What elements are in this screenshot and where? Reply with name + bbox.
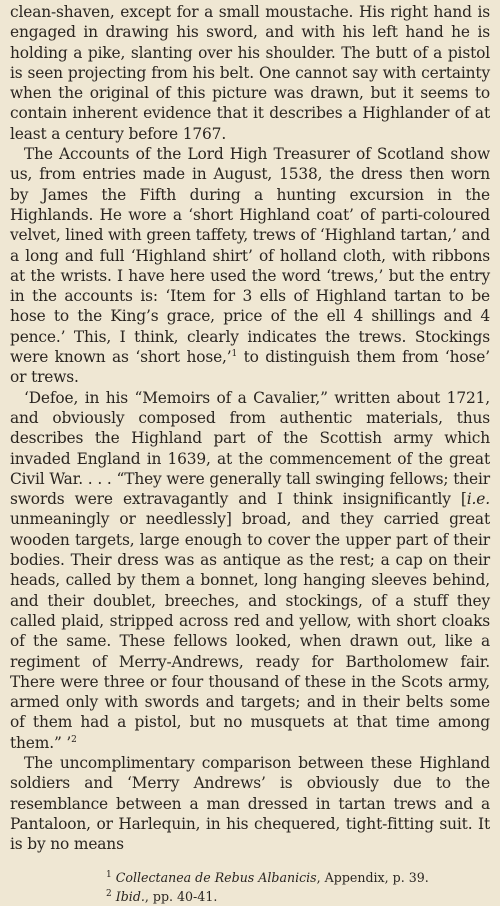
footnotes bbox=[10, 868, 490, 906]
text-segment: unmeaningly or needlessly] broad, and they carried great wooden targets, large enough to cover the upper part of their bodies. Their dress was as antique as the rest; a cap on their heads, called by them a bonnet, long hanging sleeves behind, and their doublet, breeches, and stockings, of a stuff they called plaid, stripped across red and yellow, with short cloaks of the same. These fellows looked, when drawn out, like a regiment of Merry-Andrews, ready for Bartholomew fair. There were three or four thousand of these in the Scots army, armed only with swords and targets; and in their belts some of them had a pistol, but no musquets at that time among them.” ’ bbox=[10, 510, 490, 752]
text-segment: to distinguish them from ‘hose’ or trews. bbox=[10, 348, 490, 387]
footnote-marker: 1 bbox=[231, 348, 238, 359]
text-segment: , pp. 40-41. bbox=[144, 889, 218, 905]
paragraph bbox=[10, 144, 490, 388]
footnote bbox=[106, 887, 490, 906]
text-segment: , Appendix, p. 39. bbox=[316, 870, 429, 886]
italic-text: Ibid. bbox=[115, 889, 145, 905]
footnote-marker: 1 bbox=[106, 870, 112, 881]
italic-text: Collectanea de Rebus Albanicis bbox=[115, 870, 317, 886]
paragraph bbox=[10, 388, 490, 753]
footnote-marker: 2 bbox=[71, 734, 77, 745]
text-segment: The uncomplimentary comparison between these Highland soldiers and ‘Merry Andrews’ is obviously due to the resemblance between a man dressed in tartan trews and a Pantaloon, or Harlequin, in his chequered, tight-fitting suit. It is by no means bbox=[10, 753, 490, 854]
footnote-marker: 2 bbox=[106, 889, 112, 900]
text-segment: The Accounts of the Lord High Treasurer of Scotland show us, from entries made in August, 1538, the dress then worn by James the Fifth during a hunting excursion in the Highlands. He wore a ‘short Highland coat’ of parti-coloured velvet, lined with green taffety, trews of ‘Highland tartan,’ and a long and full ‘Highland shirt’ of holland cloth, with ribbons at the wrists. I have here used the word ‘trews,’ but the entry in the accounts is: ‘Item for 3 ells of Highland tartan to be hose to the King’s grace, price of the ell 4 shillings and 4 pence.’ This, I think, clearly indicates the trews. Stockings were known as ‘short hose,’ bbox=[10, 145, 490, 367]
italic-text: i.e. bbox=[466, 490, 490, 509]
text-segment: ‘Defoe, in his “Memoirs of a Cavalier,” written about 1721, and obviously composed from authentic materials, thus describes the Highland part of the Scottish army which invaded England in 1639, at the commencement of the great Civil War. . . . “They were generally tall swinging fellows; their swords were extravagantly and I think insignificantly [ bbox=[10, 388, 490, 509]
paragraph bbox=[10, 2, 490, 144]
footnote bbox=[106, 868, 490, 887]
body-text bbox=[10, 2, 490, 854]
text-segment: clean-shaven, except for a small moustache. His right hand is engaged in drawing his sword, and with his left hand he is holding a pike, slanting over his shoulder. The butt of a pistol is seen projecting from his belt. One cannot say with certainty when the original of this picture was drawn, but it seems to contain inherent evidence that it describes a Highlander of at least a century before 1767. bbox=[10, 3, 490, 143]
paragraph bbox=[10, 753, 490, 854]
